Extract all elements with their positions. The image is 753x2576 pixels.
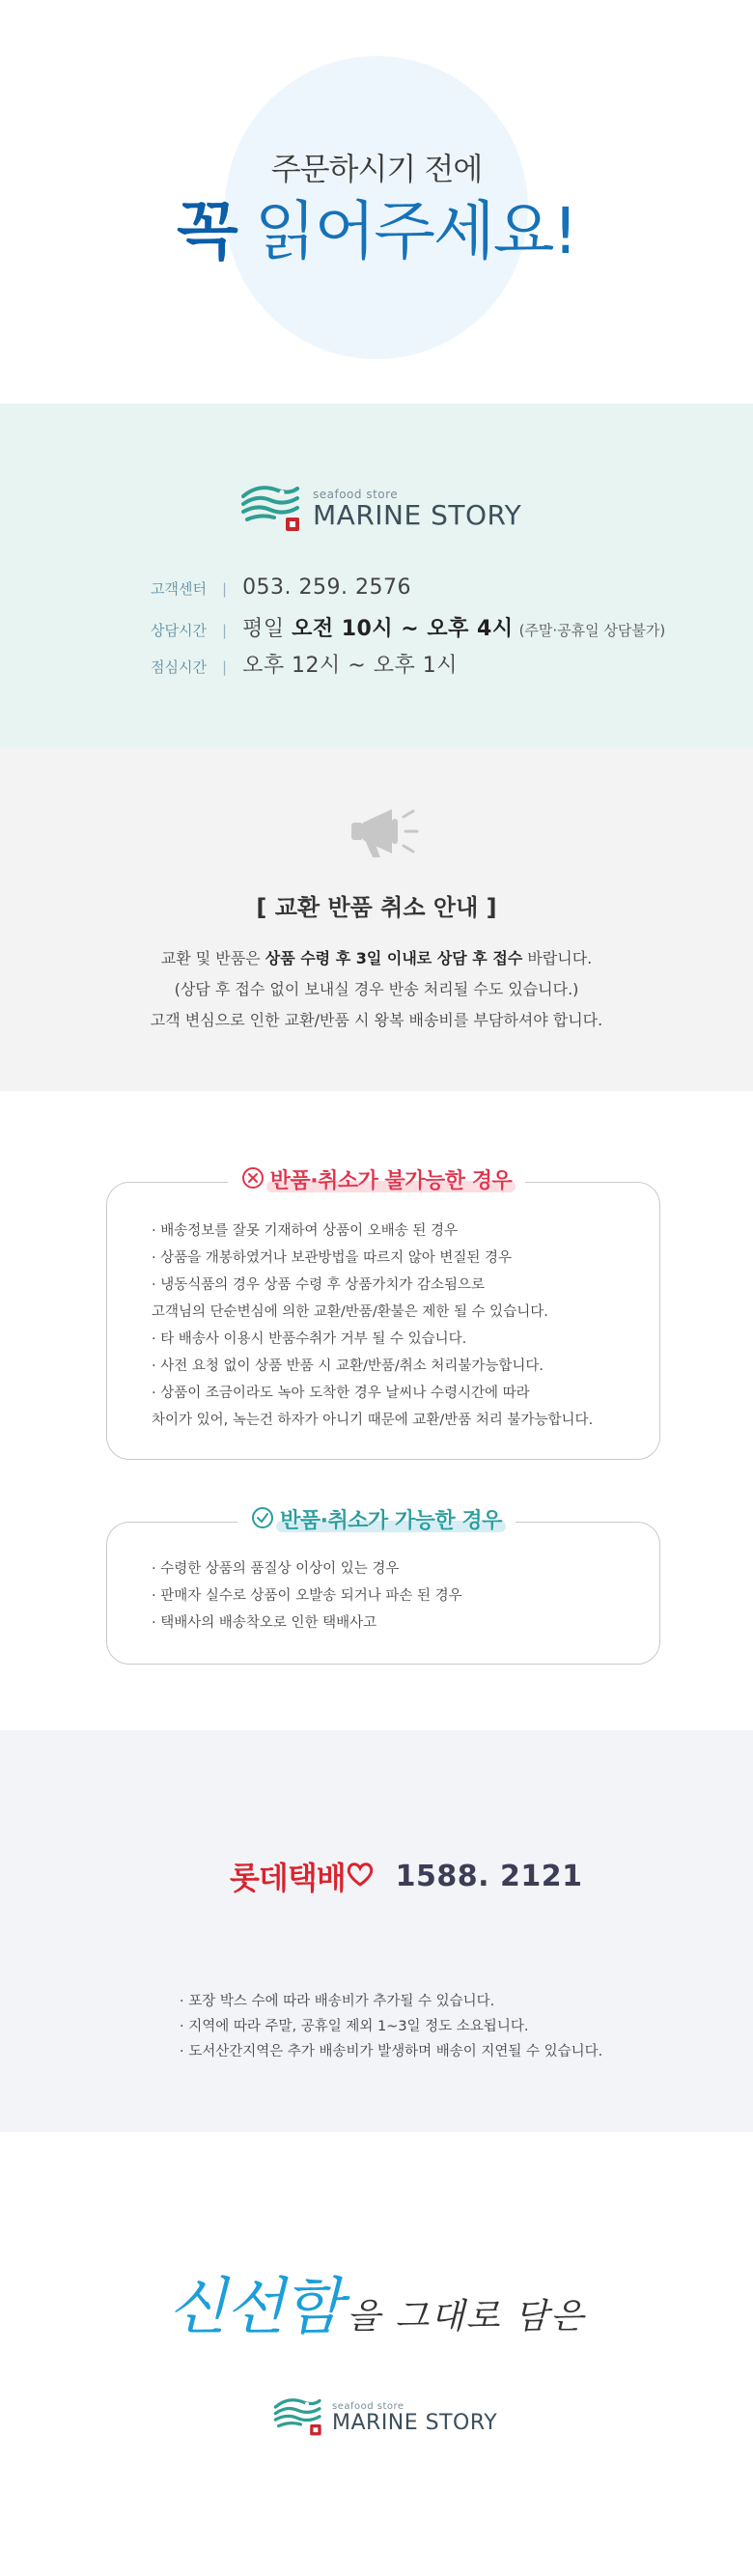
contact-hours-value	[242, 612, 514, 642]
not-possible-box	[106, 1182, 660, 1460]
list-item: · 냉동식품의 경우 상품 수령 후 상품가치가 감소됨으로	[152, 1277, 486, 1293]
contact-label: 점심시간	[151, 658, 207, 676]
slogan	[0, 2257, 753, 2346]
notice-title: [ 교환 반품 취소 안내 ]	[256, 894, 497, 921]
notice-line-1-bold: 상품 수령 후 3일 이내로 상담 후 접수	[265, 949, 523, 967]
footer-section	[0, 2132, 753, 2576]
hero-title-emphasis: 꼭	[177, 194, 237, 268]
exchange-notice-section	[0, 747, 753, 1091]
brand-name: MARINE STORY	[313, 499, 522, 531]
contact-label: 상담시간	[151, 622, 207, 639]
contact-separator: |	[222, 580, 228, 598]
delivery-phone[interactable]: 1588. 2121	[395, 1859, 583, 1893]
list-item: 고객님의 단순변심에 의한 교환/반품/환불은 제한 될 수 있습니다.	[152, 1304, 548, 1320]
brand-name: MARINE STORY	[332, 2410, 498, 2435]
contact-hours-bold: 오전 10시 ~ 오후 4시	[292, 617, 514, 641]
fish-logo-icon	[272, 2394, 324, 2441]
not-possible-title-text: 반품·취소가 불가능한 경우	[269, 1169, 513, 1193]
hero-section	[0, 0, 753, 404]
slogan-rest: 을 그대로 담은	[346, 2297, 586, 2337]
notice-line-2: (상담 후 접수 없이 보내실 경우 반송 처리될 수도 있습니다.)	[174, 980, 579, 998]
contact-row-hours	[151, 612, 665, 642]
hero-subtitle: 주문하시기 전에	[270, 151, 483, 187]
delivery-company	[230, 1854, 583, 1898]
possible-box	[106, 1522, 660, 1665]
contact-section	[0, 404, 753, 747]
list-item: · 배송정보를 잘못 기재하여 상품이 오배송 된 경우	[152, 1223, 459, 1239]
contact-separator: |	[222, 622, 228, 639]
footer-brand-logo	[272, 2394, 497, 2441]
fish-logo-icon	[239, 481, 303, 537]
delivery-section	[0, 1730, 753, 2132]
megaphone-icon	[348, 805, 421, 863]
contact-hours-prefix: 평일	[242, 617, 293, 641]
list-item: · 포장 박스 수에 따라 배송비가 추가될 수 있습니다.	[180, 1994, 495, 2009]
brand-tagline: seafood store	[332, 2400, 404, 2412]
list-item: · 상품이 조금이라도 녹아 도착한 경우 날씨나 수령시간에 따라	[152, 1386, 530, 1401]
list-item: · 사전 요청 없이 상품 반품 시 교환/반품/취소 처리불가능합니다.	[152, 1358, 544, 1374]
contact-separator: |	[222, 658, 228, 676]
notice-line-1-post: 바랍니다.	[522, 949, 593, 967]
contact-row-phone	[151, 575, 411, 600]
list-item: 차이가 있어, 녹는건 하자가 아니기 때문에 교환/반품 처리 불가능합니다.	[152, 1413, 594, 1428]
not-possible-title	[0, 1164, 753, 1194]
notice-line-1-pre: 교환 및 반품은	[160, 949, 265, 967]
check-circle-icon	[251, 1506, 274, 1533]
list-item: · 택배사의 배송착오로 인한 택배사고	[152, 1615, 377, 1631]
hero-title	[0, 193, 753, 270]
brand-logo	[239, 481, 521, 537]
list-item: · 수령한 상품의 품질상 이상이 있는 경우	[152, 1561, 400, 1577]
contact-phone-value[interactable]: 053. 259. 2576	[242, 575, 412, 600]
list-item: · 도서산간지역은 추가 배송비가 발생하며 배송이 지연될 수 있습니다.	[180, 2044, 603, 2059]
not-possible-list	[152, 1218, 593, 1434]
list-item: · 타 배송사 이용시 반품수취가 거부 될 수 있습니다.	[152, 1331, 467, 1347]
notice-line-3: 고객 변심으로 인한 교환/반품 시 왕복 배송비를 부담하셔야 합니다.	[150, 1011, 603, 1029]
heart-icon	[346, 1861, 375, 1891]
possible-list	[152, 1555, 462, 1637]
contact-label: 고객센터	[151, 580, 207, 598]
possible-title-text: 반품·취소가 가능한 경우	[280, 1509, 502, 1533]
list-item: · 상품을 개봉하였거나 보관방법을 따르지 않아 변질된 경우	[152, 1250, 513, 1266]
slogan-main: 신선함	[167, 2272, 341, 2343]
contact-lunch-value: 오후 12시 ~ 오후 1시	[242, 654, 458, 678]
delivery-company-name: 롯데택배	[230, 1860, 346, 1896]
hero-title-rest: 읽어주세요!	[236, 194, 576, 268]
delivery-notes	[180, 1989, 602, 2064]
contact-row-lunch	[151, 649, 458, 679]
notice-line-1	[0, 946, 753, 968]
brand-tagline: seafood store	[313, 488, 399, 501]
x-circle-icon	[241, 1166, 265, 1193]
possible-title	[0, 1504, 753, 1534]
list-item: · 판매자 실수로 상품이 오발송 되거나 파손 된 경우	[152, 1588, 462, 1604]
list-item: · 지역에 따라 주말, 공휴일 제외 1~3일 정도 소요됩니다.	[180, 2019, 529, 2034]
contact-hours-note: (주말·공휴일 상담불가)	[518, 622, 666, 639]
